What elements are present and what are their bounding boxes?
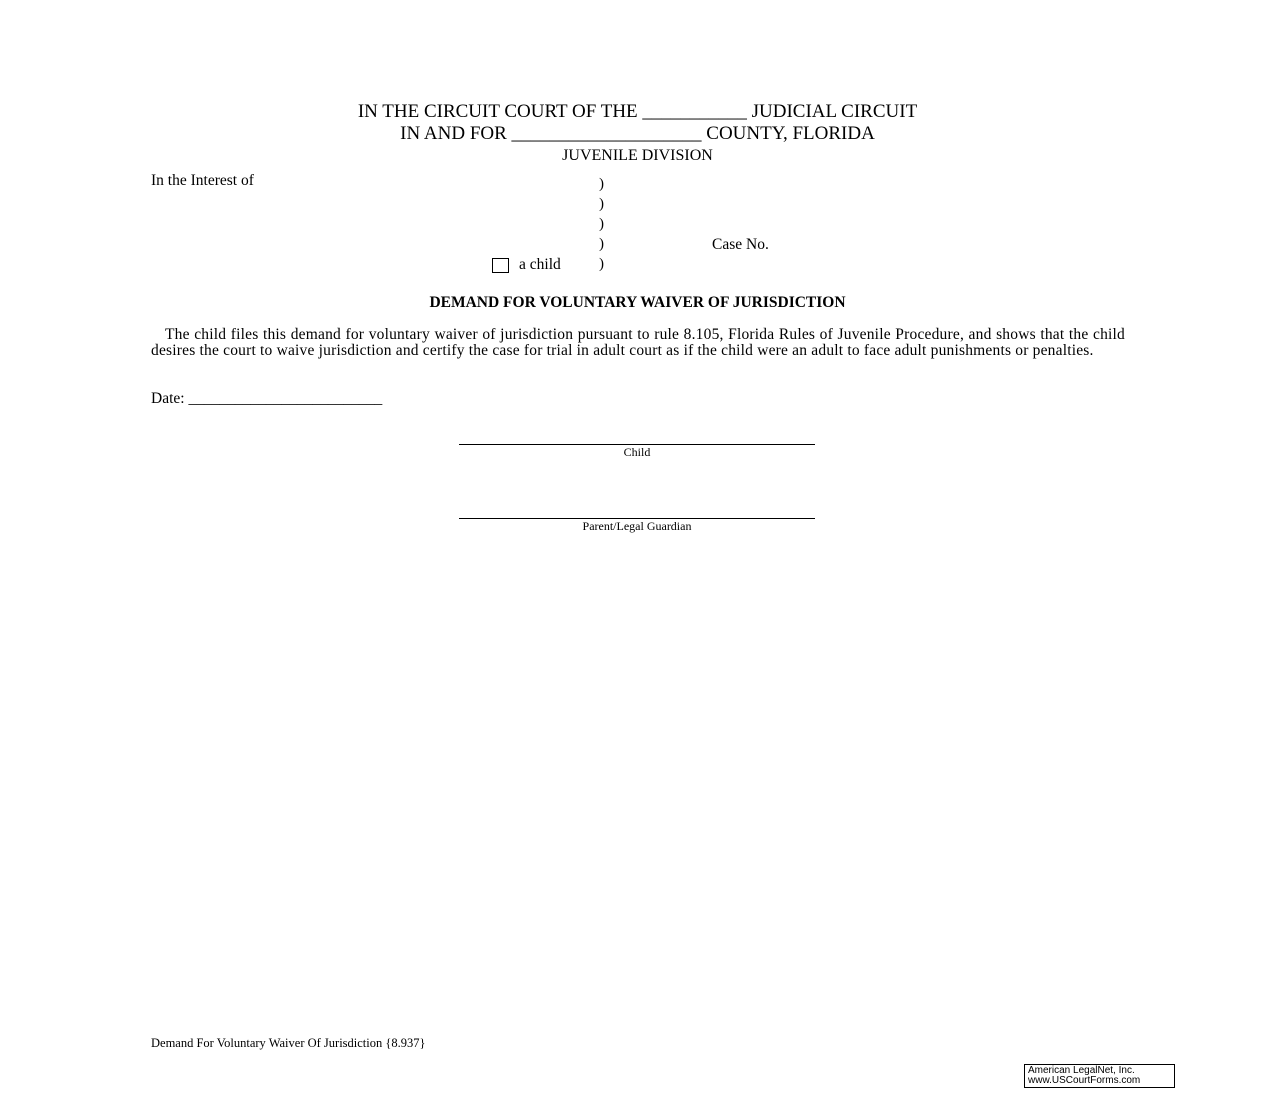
division-heading: JUVENILE DIVISION [562, 147, 713, 164]
guardian-signature-label: Parent/Legal Guardian [582, 519, 692, 533]
child-signature-label: Child [623, 445, 651, 459]
court-heading-line2: IN AND FOR ____________________ COUNTY, FLORIDA [400, 123, 875, 144]
court-heading-line1: IN THE CIRCUIT COURT OF THE ___________ JUDICIAL CIRCUIT [357, 101, 918, 122]
caption-paren: ) [599, 176, 604, 192]
document-title: DEMAND FOR VOLUNTARY WAIVER OF JURISDICTION [429, 294, 846, 311]
form-footer: Demand For Voluntary Waiver Of Jurisdiction {8.937} [151, 1036, 426, 1050]
caption-paren: ) [599, 216, 604, 232]
caption-paren: ) [599, 196, 604, 212]
date-field[interactable]: Date: _________________________ [151, 390, 383, 407]
child-checkbox[interactable] [492, 258, 509, 273]
case-number-label: Case No. [712, 236, 769, 253]
publisher-stamp [1024, 1064, 1175, 1088]
caption-paren: ) [599, 236, 604, 252]
stamp-line1: American LegalNet, Inc. [1028, 1065, 1135, 1076]
body-paragraph: The child files this demand for voluntary waiver of jurisdiction pursuant to rule 8.105, Florida Rules of Juvenile Procedure, and shows that the child desires the court to waive jurisdiction and certify the case for trial in adult court as if the child were an adult to face adult punishments or penalties. [151, 326, 1125, 359]
child-label: a child [519, 256, 561, 273]
interest-label: In the Interest of [151, 172, 254, 189]
stamp-line2: www.USCourtForms.com [1028, 1075, 1141, 1086]
caption-paren: ) [599, 256, 604, 272]
